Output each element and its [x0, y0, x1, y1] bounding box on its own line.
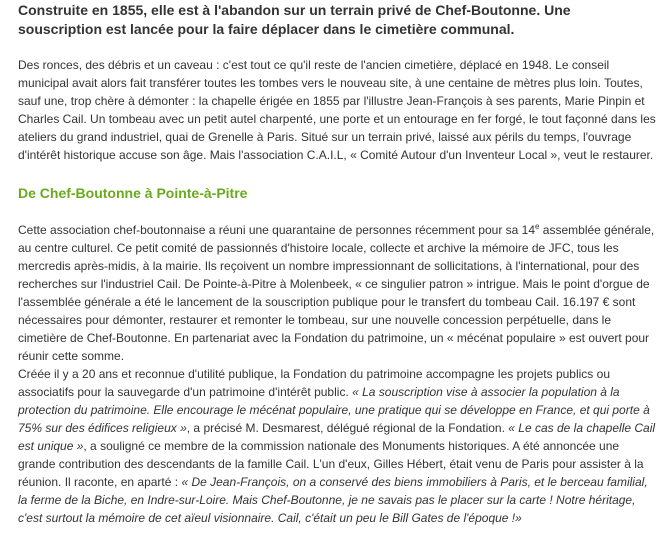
paragraph-3-text-2: , a précisé M. Desmarest, délégué régional de la Fondation. [186, 421, 509, 435]
paragraph-2-text-a: Cette association chef-boutonnaise a réuni une quarantaine de personnes récemment pour sa 14 [18, 223, 536, 237]
paragraph-3-text-3: , a souligné ce membre de la commission nationale des Monuments historiques. A été annoncée une grande contribution des descendants de la famille Cail. L'un d'eux, Gilles Hébert, était venu de Paris pour assister à la réunion. Il raconte, en aparté : [18, 439, 644, 489]
paragraph-3-text-1: Créée il y a 20 ans et reconnue d'utilité publique, la Fondation du patrimoine accompagne les projets publics ou associatifs pour la sauvegarde d'un patrimoine d'intérêt public. [18, 367, 610, 399]
quote-chapelle-cail: « Le cas de la chapelle Cail est unique » [18, 421, 656, 453]
article-lead: Construite en 1855, elle est à l'abandon sur un terrain privé de Chef-Boutonne. Une souscription est lancée pour la faire déplacer dans le cimetière communal. [18, 2, 571, 37]
ordinal-suffix: e [535, 222, 540, 231]
paragraph-2 [18, 221, 656, 365]
paragraph-2-text-b: assemblée générale, au centre culturel. Ce petit comité de passionnés d'histoire locale, collecte et archive la mémoire de JFC, tous les mercredis après-midis, à la mairie. Ils reçoivent un nombre impressionnant de sollicitations, à l'international, pour des recherches sur l'industriel Cail. De Pointe-à-Pitre à Molenbeek, « ce singulier patron » intrigue. Mais le point d'orgue de l'assemblée générale a été le lancement de la souscription publique pour le transfert du tombeau Cail. 16.197 € sont nécessaires pour démonter, restaurer et remonter le tombeau, sur une nouvelle concession perpétuelle, dans le cimetière de Chef-Boutonne. En partenariat avec la Fondation du patrimoine, un « mécénat populaire » est ouvert pour réunir cette somme. [18, 223, 655, 363]
quote-gilles-hebert: « De Jean-François, on a conservé des biens immobiliers à Paris, et le berceau familial, la ferme de la Biche, en Indre-sur-Loire. Mais Chef-Boutonne, je ne savais pas le placer sur la carte ! Notre héritage, c'est surtout la mémoire de cet aïeul visionnaire. Cail, c'était un peu le Bill Gates de l'époque !» [18, 475, 648, 525]
section-title: De Chef-Boutonne à Pointe-à-Pitre [18, 185, 248, 201]
quote-souscription: « La souscription vise à associer la population à la protection du patrimoine. Elle encourage le mécénat populaire, une pratique qui se développe en France, et qui porte à 75% sur des édifices religieux » [18, 385, 650, 435]
paragraph-1: Des ronces, des débris et un caveau : c'est tout ce qu'il reste de l'ancien cimetière, déplacé en 1948. Le conseil municipal avait alors fait transférer toutes les tombes vers le nouveau site, à une centaine de mètres plus loin. Toutes, sauf une, trop chère à démonter : la chapelle érigée en 1855 par l'illustre Jean-François à ses parents, Marie Pinpin et Charles Cail. Un tombeau avec un petit autel charpenté, une porte et un entourage en fer forgé, le tout façonné dans les ateliers du grand industriel, quai de Grenelle à Paris. Situé sur un terrain privé, laissé aux périls du temps, l'ouvrage d'intérêt historique accuse son âge. Mais l'association C.A.I.L, « Comité Autour d'un Inventeur Local », veut le restaurer. [18, 58, 656, 162]
paragraph-3 [18, 365, 656, 527]
